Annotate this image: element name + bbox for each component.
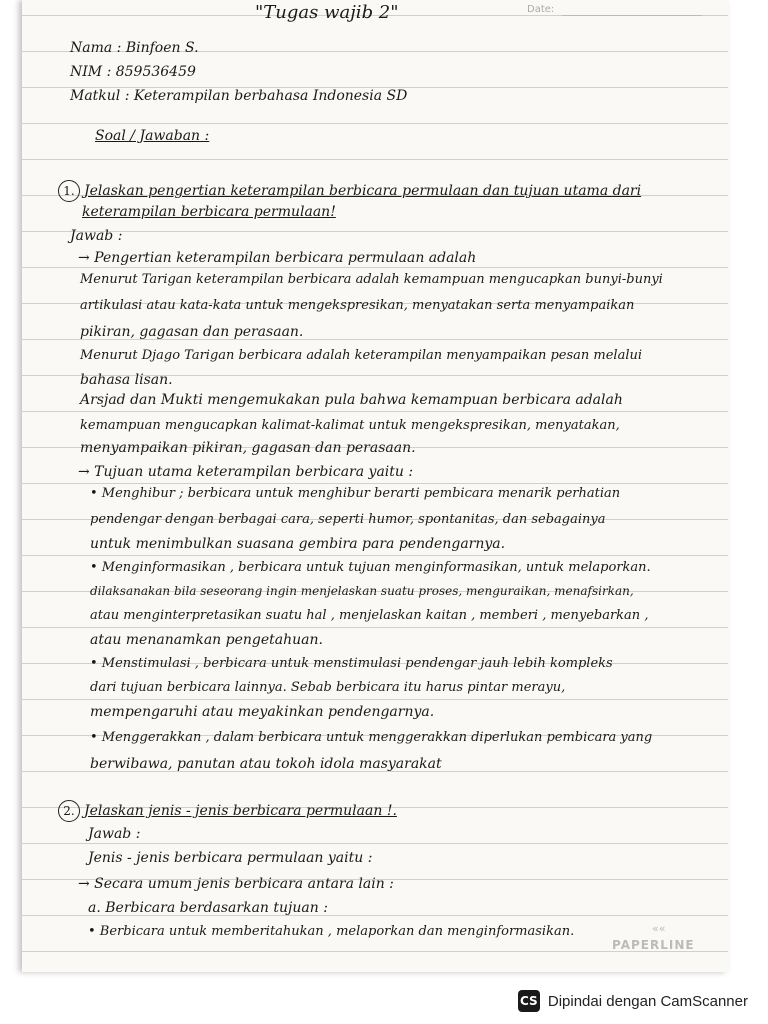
answer-line: a. Berbicara berdasarkan tujuan : bbox=[88, 900, 328, 916]
answer-line: dari tujuan berbicara lainnya. Sebab berbicara itu harus pintar merayu, bbox=[90, 680, 566, 695]
answer-line: artikulasi atau kata-kata untuk mengekspresikan, menyatakan serta menyampaikan bbox=[80, 298, 635, 313]
answer-line: untuk menimbulkan suasana gembira para pendengarnya. bbox=[90, 536, 506, 552]
section-heading: Soal / Jawaban : bbox=[95, 128, 210, 144]
answer-line: Jenis - jenis berbicara permulaan yaitu : bbox=[88, 850, 373, 866]
answer-label: Jawab : bbox=[70, 228, 123, 244]
answer-line: menyampaikan pikiran, gagasan dan perasaan. bbox=[80, 440, 416, 456]
answer-line: kemampuan mengucapkan kalimat-kalimat untuk mengekspresikan, menyatakan, bbox=[80, 418, 620, 433]
brand-mark-icon: «« bbox=[652, 922, 666, 935]
answer-line: dilaksanakan bila seseorang ingin menjelaskan suatu proses, menguraikan, menafsirkan, bbox=[90, 584, 634, 598]
answer-line: → Pengertian keterampilan berbicara permulaan adalah bbox=[78, 250, 477, 266]
answer-line: pikiran, gagasan dan perasaan. bbox=[80, 324, 304, 340]
question-1 bbox=[58, 180, 641, 202]
answer-line: → Secara umum jenis berbicara antara lain : bbox=[78, 876, 394, 892]
answer-line: bahasa lisan. bbox=[80, 372, 173, 388]
camscanner-watermark bbox=[518, 990, 748, 1012]
page-title: "Tugas wajib 2" bbox=[255, 2, 399, 23]
answer-line: pendengar dengan berbagai cara, seperti humor, spontanitas, dan sebagainya bbox=[90, 512, 606, 527]
question-text-line: keterampilan berbicara permulaan! bbox=[82, 204, 336, 220]
answer-line: • Berbicara untuk memberitahukan , melaporkan dan menginformasikan. bbox=[88, 924, 575, 939]
answer-line: mempengaruhi atau meyakinkan pendengarnya. bbox=[90, 704, 435, 720]
student-name: Nama : Binfoen S. bbox=[70, 40, 199, 56]
answer-line: • Menstimulasi , berbicara untuk menstimulasi pendengar jauh lebih kompleks bbox=[90, 656, 613, 671]
camscanner-logo-icon: CS bbox=[518, 990, 540, 1012]
date-line bbox=[562, 15, 702, 16]
answer-line: atau menanamkan pengetahuan. bbox=[90, 632, 323, 648]
question-2 bbox=[58, 800, 397, 822]
answer-line: • Menggerakkan , dalam berbicara untuk menggerakkan diperlukan pembicara yang bbox=[90, 730, 653, 745]
question-number: 1. bbox=[58, 180, 80, 202]
answer-line: berwibawa, panutan atau tokoh idola masyarakat bbox=[90, 756, 442, 772]
answer-line: atau menginterpretasikan suatu hal , menjelaskan kaitan , memberi , menyebarkan , bbox=[90, 608, 649, 623]
answer-line: Arsjad dan Mukti mengemukakan pula bahwa kemampuan berbicara adalah bbox=[80, 392, 623, 408]
date-label: Date: bbox=[527, 4, 555, 15]
question-number: 2. bbox=[58, 800, 80, 822]
answer-line: Menurut Tarigan keterampilan berbicara adalah kemampuan mengucapkan bunyi-bunyi bbox=[80, 272, 663, 287]
course-name: Matkul : Keterampilan berbahasa Indonesia SD bbox=[70, 88, 408, 104]
question-text-line: Jelaskan jenis - jenis berbicara permulaan !. bbox=[84, 803, 397, 819]
answer-line: Menurut Djago Tarigan berbicara adalah keterampilan menyampaikan pesan melalui bbox=[80, 348, 643, 363]
question-text-line: Jelaskan pengertian keterampilan berbicara permulaan dan tujuan utama dari bbox=[84, 183, 642, 199]
answer-line: → Tujuan utama keterampilan berbicara yaitu : bbox=[78, 464, 414, 480]
answer-line: • Menghibur ; berbicara untuk menghibur berarti pembicara menarik perhatian bbox=[90, 486, 621, 501]
answer-line: • Menginformasikan , berbicara untuk tujuan menginformasikan, untuk melaporkan. bbox=[90, 560, 651, 575]
paper-brand: PAPERLINE bbox=[612, 938, 695, 952]
camscanner-text: Dipindai dengan CamScanner bbox=[547, 992, 748, 1010]
answer-line: Jawab : bbox=[88, 826, 141, 842]
student-nim: NIM : 859536459 bbox=[70, 64, 196, 80]
